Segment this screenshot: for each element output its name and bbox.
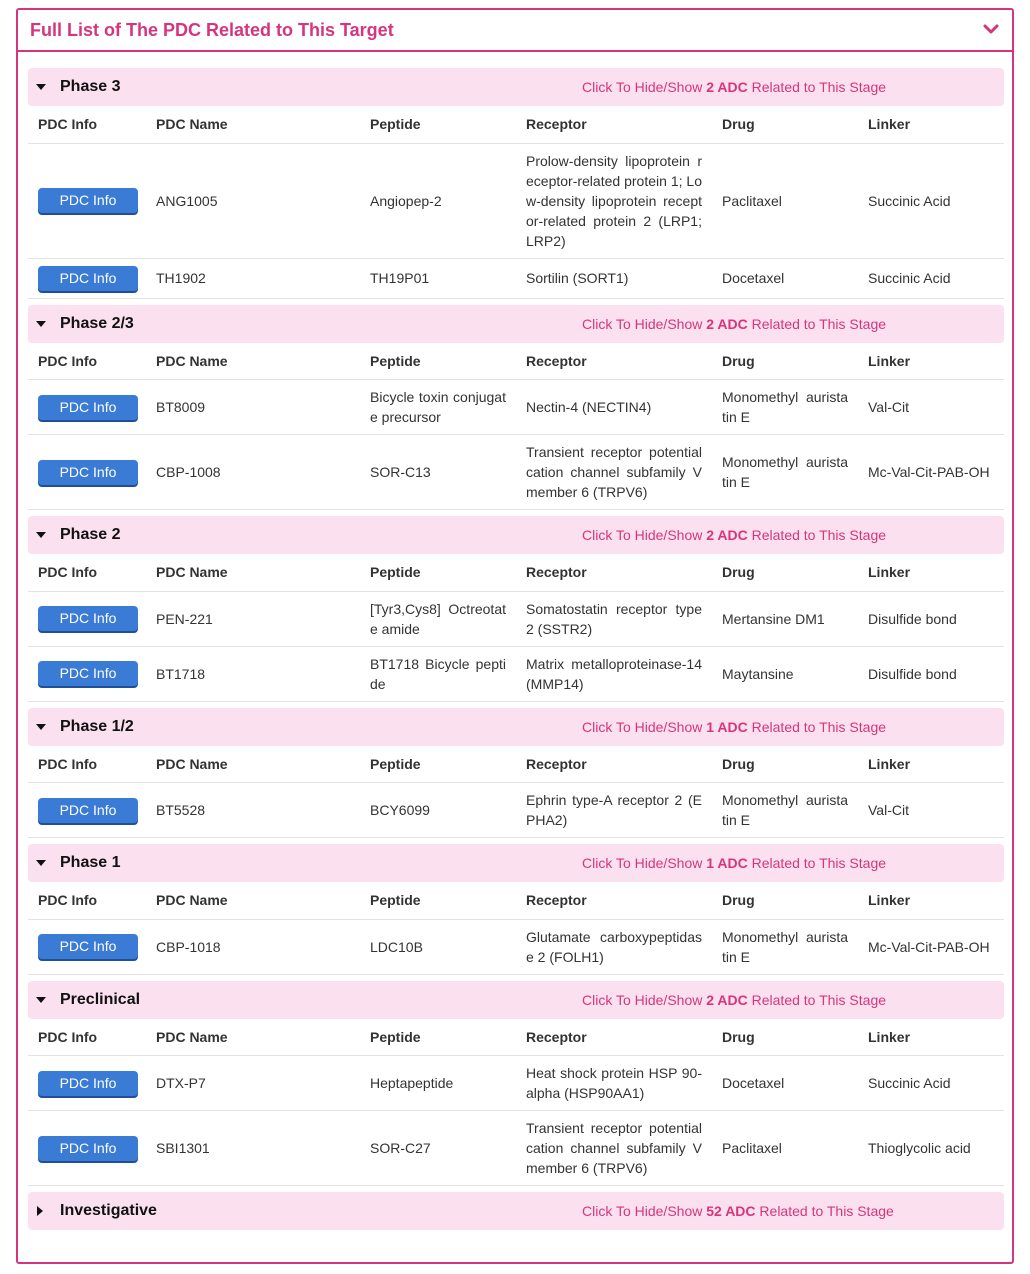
column-header-linker: Linker xyxy=(858,343,1004,380)
adc-count: 2 ADC xyxy=(706,991,748,1008)
cell-name: CBP-1018 xyxy=(146,919,360,974)
cell-name: BT8009 xyxy=(146,380,360,435)
cell-receptor: Somatostatin receptor type 2 (SSTR2) xyxy=(516,591,712,646)
column-header-info: PDC Info xyxy=(28,746,146,783)
pdc-info-button[interactable]: PDC Info xyxy=(38,606,138,631)
column-header-receptor: Receptor xyxy=(516,554,712,591)
table-row xyxy=(28,591,1004,646)
caret-right-icon[interactable] xyxy=(36,1206,44,1216)
stage-header-investigative[interactable] xyxy=(28,1192,1004,1230)
panel-header[interactable] xyxy=(18,10,1012,52)
stage-toggle-link[interactable] xyxy=(582,316,886,332)
cell-drug: Docetaxel xyxy=(712,1056,858,1111)
cell-pdc-info xyxy=(28,1056,146,1111)
table-header-row xyxy=(28,746,1004,783)
stage-header-preclinical[interactable] xyxy=(28,981,1004,1019)
column-header-peptide: Peptide xyxy=(360,343,516,380)
cell-peptide: Bicycle toxin conjugate precursor xyxy=(360,380,516,435)
column-header-info: PDC Info xyxy=(28,1019,146,1056)
stage-name: Phase 3 xyxy=(60,78,121,95)
stage-name: Phase 2 xyxy=(60,526,121,543)
caret-down-icon[interactable] xyxy=(36,531,46,539)
stage-header-phase-3[interactable] xyxy=(28,68,1004,106)
column-header-linker: Linker xyxy=(858,746,1004,783)
cell-name: DTX-P7 xyxy=(146,1056,360,1111)
pdc-info-button[interactable]: PDC Info xyxy=(38,1136,138,1161)
stage-header-phase-2-3[interactable] xyxy=(28,305,1004,343)
pdc-table xyxy=(28,746,1004,839)
cell-linker: Mc-Val-Cit-PAB-OH xyxy=(858,919,1004,974)
cell-drug: Monomethyl auristatin E xyxy=(712,783,858,838)
cell-pdc-info xyxy=(28,646,146,701)
cell-peptide: BT1718 Bicycle peptide xyxy=(360,646,516,701)
stage-section-investigative xyxy=(28,1192,1004,1230)
adc-count: 2 ADC xyxy=(706,315,748,332)
table-row xyxy=(28,380,1004,435)
column-header-receptor: Receptor xyxy=(516,746,712,783)
column-header-drug: Drug xyxy=(712,106,858,143)
cell-receptor: Transient receptor potential cation channel subfamily V member 6 (TRPV6) xyxy=(516,1111,712,1186)
column-header-name: PDC Name xyxy=(146,882,360,919)
chevron-down-icon[interactable] xyxy=(982,22,1000,36)
stage-section-preclinical xyxy=(28,981,1004,1187)
toggle-suffix: Related to This Stage xyxy=(747,315,887,332)
cell-receptor: Sortilin (SORT1) xyxy=(516,258,712,298)
column-header-linker: Linker xyxy=(858,554,1004,591)
cell-linker: Succinic Acid xyxy=(858,258,1004,298)
stage-toggle-link[interactable] xyxy=(582,855,886,871)
column-header-info: PDC Info xyxy=(28,343,146,380)
cell-peptide: [Tyr3,Cys8] Octreotate amide xyxy=(360,591,516,646)
cell-drug: Monomethyl auristatin E xyxy=(712,380,858,435)
cell-pdc-info xyxy=(28,783,146,838)
column-header-name: PDC Name xyxy=(146,1019,360,1056)
cell-drug: Paclitaxel xyxy=(712,1111,858,1186)
stage-header-phase-2[interactable] xyxy=(28,516,1004,554)
stage-toggle-link[interactable] xyxy=(582,79,886,95)
toggle-prefix: Click To Hide/Show xyxy=(582,315,707,332)
cell-drug: Monomethyl auristatin E xyxy=(712,919,858,974)
cell-pdc-info xyxy=(28,435,146,510)
stage-section-phase-2-3 xyxy=(28,305,1004,511)
adc-count: 52 ADC xyxy=(706,1203,756,1219)
caret-down-icon[interactable] xyxy=(36,859,46,867)
table-row xyxy=(28,783,1004,838)
toggle-prefix: Click To Hide/Show xyxy=(582,718,707,735)
column-header-info: PDC Info xyxy=(28,882,146,919)
pdc-info-button[interactable]: PDC Info xyxy=(38,798,138,823)
cell-pdc-info xyxy=(28,258,146,298)
cell-linker: Mc-Val-Cit-PAB-OH xyxy=(858,435,1004,510)
cell-name: ANG1005 xyxy=(146,143,360,258)
column-header-peptide: Peptide xyxy=(360,746,516,783)
toggle-prefix: Click To Hide/Show xyxy=(582,1203,707,1219)
column-header-name: PDC Name xyxy=(146,554,360,591)
cell-receptor: Prolow-density lipoprotein receptor-related protein 1; Low-density lipoprotein receptor-related protein 2 (LRP1; LRP2) xyxy=(516,143,712,258)
column-header-linker: Linker xyxy=(858,106,1004,143)
cell-drug: Docetaxel xyxy=(712,258,858,298)
cell-drug: Monomethyl auristatin E xyxy=(712,435,858,510)
cell-name: PEN-221 xyxy=(146,591,360,646)
cell-receptor: Nectin-4 (NECTIN4) xyxy=(516,380,712,435)
pdc-info-button[interactable]: PDC Info xyxy=(38,1071,138,1096)
pdc-info-button[interactable]: PDC Info xyxy=(38,395,138,420)
table-header-row xyxy=(28,554,1004,591)
pdc-table xyxy=(28,882,1004,975)
cell-drug: Maytansine xyxy=(712,646,858,701)
stage-toggle-link[interactable] xyxy=(582,527,886,543)
toggle-prefix: Click To Hide/Show xyxy=(582,79,707,95)
cell-drug: Paclitaxel xyxy=(712,143,858,258)
column-header-receptor: Receptor xyxy=(516,106,712,143)
column-header-info: PDC Info xyxy=(28,106,146,143)
stage-name: Preclinical xyxy=(60,990,141,1008)
cell-receptor: Heat shock protein HSP 90-alpha (HSP90AA1) xyxy=(516,1056,712,1111)
cell-pdc-info xyxy=(28,1111,146,1186)
stage-name: Phase 1 xyxy=(60,854,121,871)
column-header-name: PDC Name xyxy=(146,746,360,783)
adc-count: 1 ADC xyxy=(706,855,748,871)
cell-pdc-info xyxy=(28,591,146,646)
column-header-drug: Drug xyxy=(712,746,858,783)
stage-toggle-link[interactable] xyxy=(582,719,886,735)
toggle-suffix: Related to This Stage xyxy=(747,527,887,543)
cell-peptide: BCY6099 xyxy=(360,783,516,838)
column-header-info: PDC Info xyxy=(28,554,146,591)
cell-linker: Thioglycolic acid xyxy=(858,1111,1004,1186)
column-header-peptide: Peptide xyxy=(360,554,516,591)
column-header-name: PDC Name xyxy=(146,343,360,380)
cell-peptide: SOR-C13 xyxy=(360,435,516,510)
caret-down-icon[interactable] xyxy=(36,996,46,1004)
cell-receptor: Matrix metalloproteinase-14 (MMP14) xyxy=(516,646,712,701)
table-header-row xyxy=(28,343,1004,380)
stage-toggle-link[interactable] xyxy=(582,1203,894,1219)
cell-linker: Val-Cit xyxy=(858,783,1004,838)
pdc-table xyxy=(28,1019,1004,1187)
adc-count: 2 ADC xyxy=(706,527,748,543)
stage-section-phase-3 xyxy=(28,68,1004,299)
toggle-prefix: Click To Hide/Show xyxy=(582,991,707,1008)
adc-count: 1 ADC xyxy=(706,718,748,735)
pdc-list-panel xyxy=(16,8,1014,1264)
table-row xyxy=(28,646,1004,701)
cell-peptide: LDC10B xyxy=(360,919,516,974)
cell-linker: Succinic Acid xyxy=(858,1056,1004,1111)
column-header-receptor: Receptor xyxy=(516,1019,712,1056)
panel-body xyxy=(28,68,1004,1230)
column-header-peptide: Peptide xyxy=(360,1019,516,1056)
pdc-info-button[interactable]: PDC Info xyxy=(38,934,138,959)
cell-peptide: SOR-C27 xyxy=(360,1111,516,1186)
cell-peptide: Heptapeptide xyxy=(360,1056,516,1111)
column-header-drug: Drug xyxy=(712,1019,858,1056)
caret-down-icon[interactable] xyxy=(36,83,46,91)
stage-toggle-link[interactable] xyxy=(582,992,886,1008)
pdc-info-button[interactable]: PDC Info xyxy=(38,661,138,686)
adc-count: 2 ADC xyxy=(706,79,748,95)
table-row xyxy=(28,919,1004,974)
toggle-suffix: Related to This Stage xyxy=(747,991,887,1008)
pdc-table xyxy=(28,554,1004,702)
cell-name: TH1902 xyxy=(146,258,360,298)
cell-name: CBP-1008 xyxy=(146,435,360,510)
pdc-table xyxy=(28,106,1004,299)
toggle-prefix: Click To Hide/Show xyxy=(582,855,707,871)
cell-linker: Disulfide bond xyxy=(858,591,1004,646)
cell-receptor: Glutamate carboxypeptidase 2 (FOLH1) xyxy=(516,919,712,974)
column-header-name: PDC Name xyxy=(146,106,360,143)
stage-header-phase-1[interactable] xyxy=(28,844,1004,882)
pdc-info-button[interactable]: PDC Info xyxy=(38,188,138,213)
toggle-suffix: Related to This Stage xyxy=(747,79,887,95)
cell-peptide: TH19P01 xyxy=(360,258,516,298)
cell-name: SBI1301 xyxy=(146,1111,360,1186)
panel-title: Full List of The PDC Related to This Target xyxy=(30,19,394,40)
table-header-row xyxy=(28,1019,1004,1056)
stage-name: Investigative xyxy=(60,1202,157,1219)
cell-receptor: Ephrin type-A receptor 2 (EPHA2) xyxy=(516,783,712,838)
cell-linker: Val-Cit xyxy=(858,380,1004,435)
stage-name: Phase 1/2 xyxy=(60,717,134,735)
cell-linker: Succinic Acid xyxy=(858,143,1004,258)
table-row xyxy=(28,143,1004,258)
column-header-linker: Linker xyxy=(858,882,1004,919)
column-header-drug: Drug xyxy=(712,882,858,919)
cell-pdc-info xyxy=(28,919,146,974)
caret-down-icon[interactable] xyxy=(36,723,46,731)
stage-section-phase-1 xyxy=(28,844,1004,975)
table-header-row xyxy=(28,106,1004,143)
table-header-row xyxy=(28,882,1004,919)
stage-name: Phase 2/3 xyxy=(60,314,134,332)
table-row xyxy=(28,435,1004,510)
column-header-peptide: Peptide xyxy=(360,882,516,919)
pdc-info-button[interactable]: PDC Info xyxy=(38,266,138,291)
cell-pdc-info xyxy=(28,380,146,435)
table-row xyxy=(28,1111,1004,1186)
column-header-receptor: Receptor xyxy=(516,882,712,919)
cell-peptide: Angiopep-2 xyxy=(360,143,516,258)
table-row xyxy=(28,1056,1004,1111)
toggle-suffix: Related to This Stage xyxy=(747,855,887,871)
cell-name: BT5528 xyxy=(146,783,360,838)
cell-linker: Disulfide bond xyxy=(858,646,1004,701)
table-row xyxy=(28,258,1004,298)
column-header-drug: Drug xyxy=(712,554,858,591)
toggle-suffix: Related to This Stage xyxy=(747,718,887,735)
pdc-info-button[interactable]: PDC Info xyxy=(38,460,138,485)
cell-drug: Mertansine DM1 xyxy=(712,591,858,646)
column-header-linker: Linker xyxy=(858,1019,1004,1056)
pdc-table xyxy=(28,343,1004,511)
cell-pdc-info xyxy=(28,143,146,258)
cell-receptor: Transient receptor potential cation channel subfamily V member 6 (TRPV6) xyxy=(516,435,712,510)
caret-down-icon[interactable] xyxy=(36,320,46,328)
toggle-prefix: Click To Hide/Show xyxy=(582,527,707,543)
column-header-peptide: Peptide xyxy=(360,106,516,143)
stage-header-phase-1-2[interactable] xyxy=(28,708,1004,746)
toggle-suffix: Related to This Stage xyxy=(755,1203,894,1219)
cell-name: BT1718 xyxy=(146,646,360,701)
column-header-drug: Drug xyxy=(712,343,858,380)
stage-section-phase-1-2 xyxy=(28,708,1004,839)
column-header-receptor: Receptor xyxy=(516,343,712,380)
stage-section-phase-2 xyxy=(28,516,1004,702)
